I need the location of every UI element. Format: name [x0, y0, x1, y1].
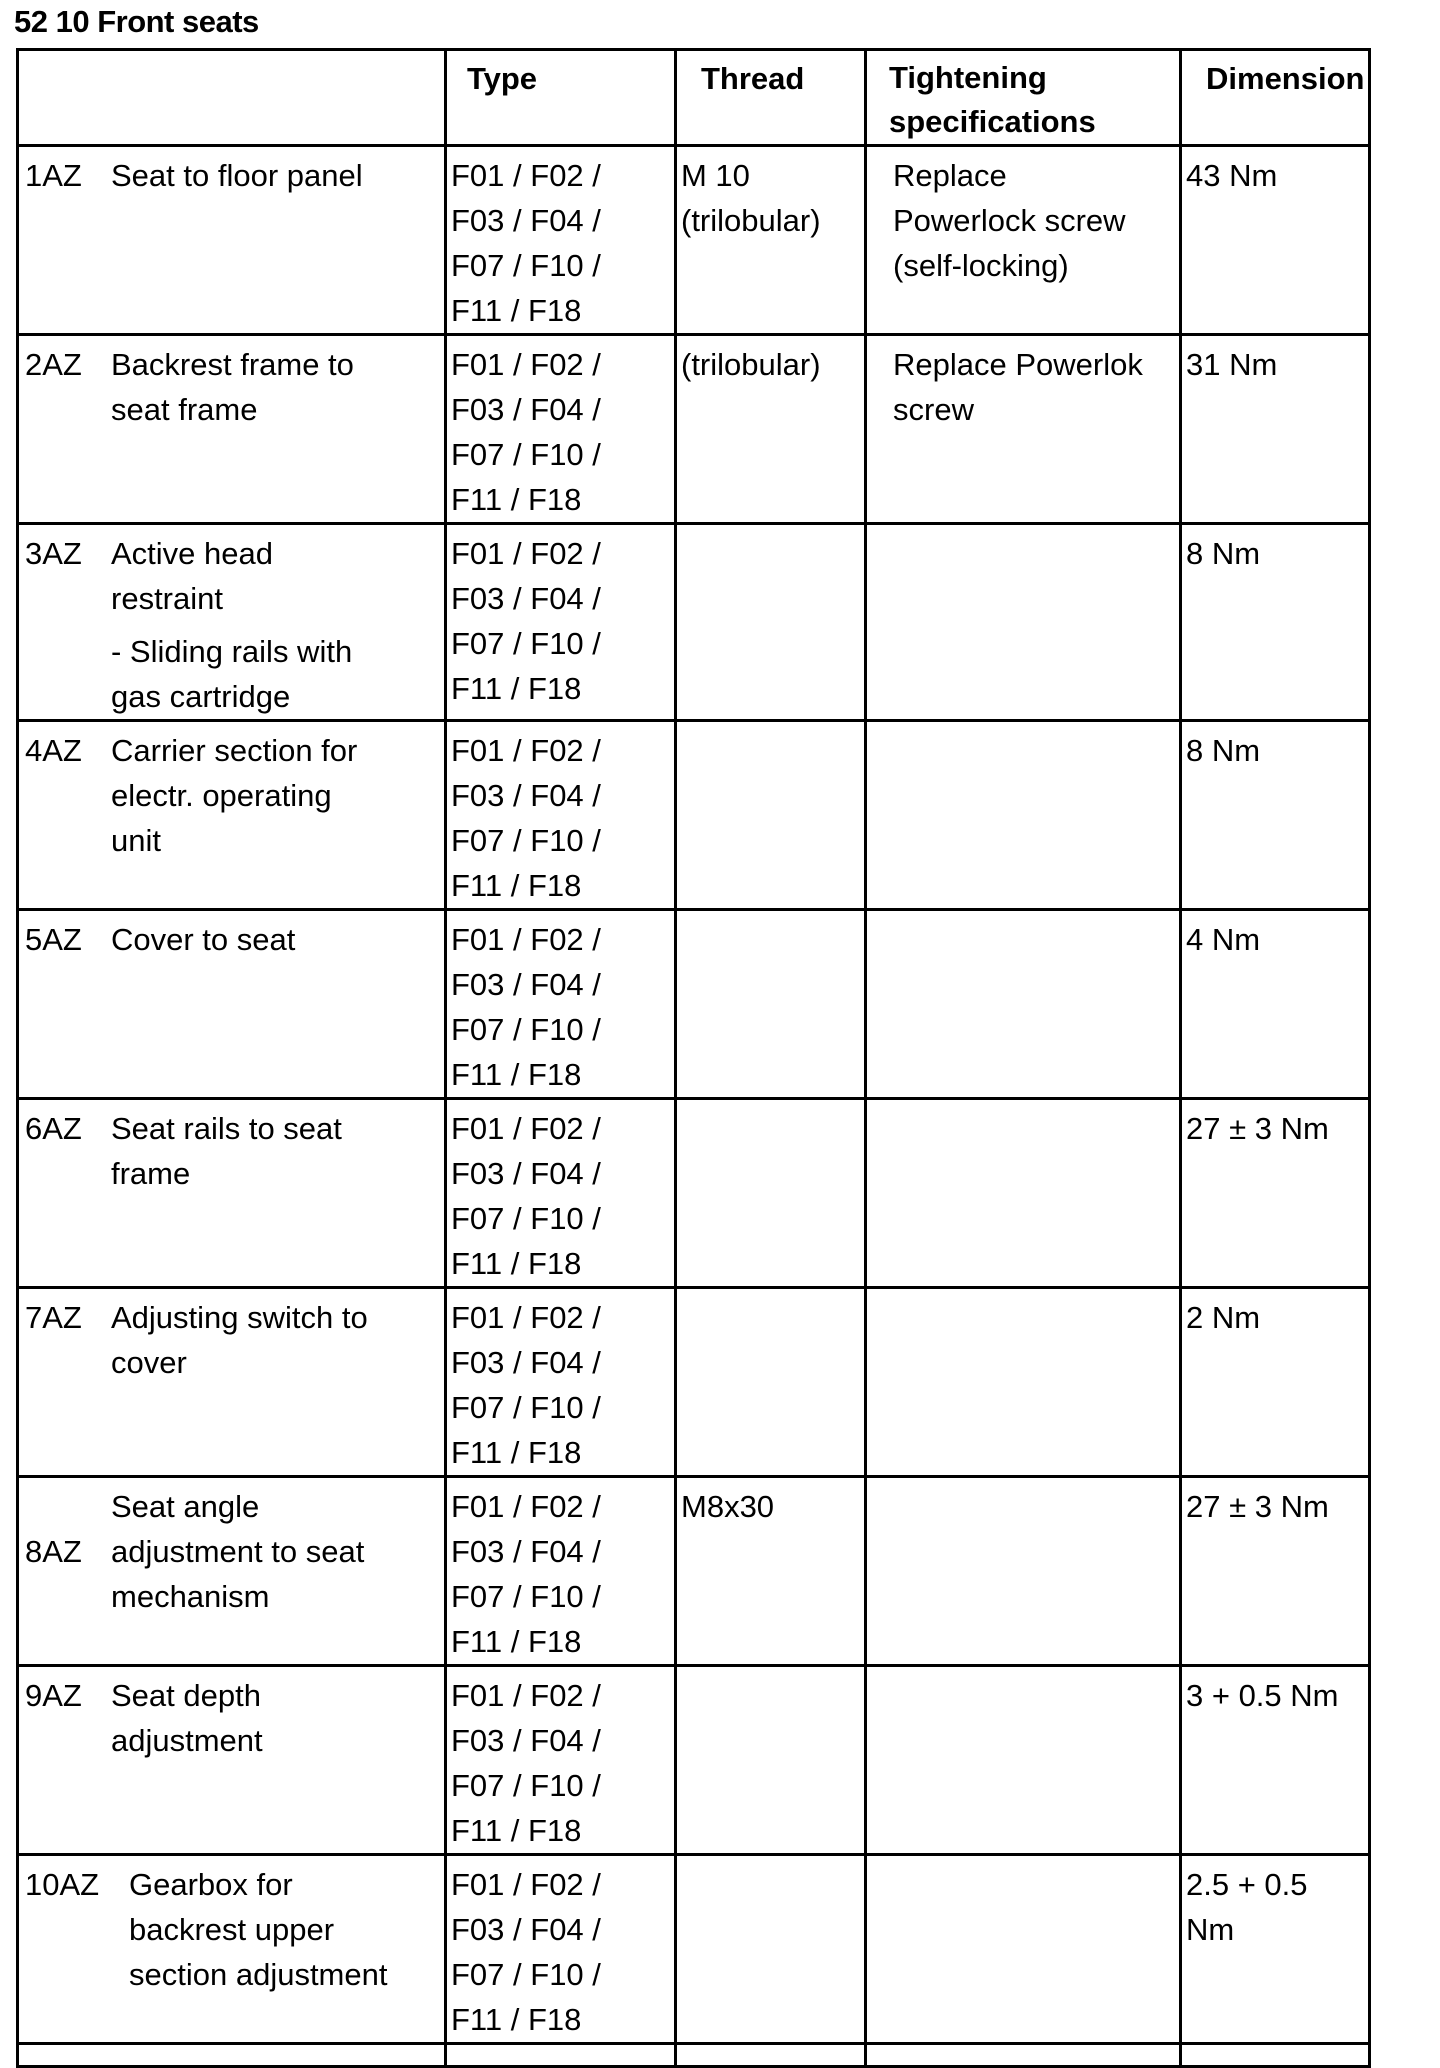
table-row: [18, 1288, 1370, 1477]
type-cell: [446, 335, 676, 524]
item-description: [111, 1484, 444, 1619]
dimension-line: 4 Nm: [1186, 922, 1261, 957]
item-description: [129, 1862, 444, 1997]
table-row: [18, 1099, 1370, 1288]
item-cell: [18, 1477, 446, 1666]
type-line: F03 / F04 /: [451, 203, 601, 238]
description-line: Adjusting switch to: [111, 1300, 368, 1335]
description-line: Gearbox for: [129, 1867, 293, 1902]
item-code: 8AZ: [25, 1534, 82, 1569]
table-row: [18, 910, 1370, 1099]
tightening-cell: [866, 1666, 1181, 1855]
item-description: [111, 1295, 444, 1385]
tightening-line: (self-locking): [893, 248, 1069, 283]
type-cell: [446, 1099, 676, 1288]
tightening-cell: [866, 524, 1181, 721]
continuation-row: [18, 2044, 1370, 2067]
item-description: [111, 1106, 444, 1196]
continuation-cell: [866, 2044, 1181, 2067]
type-line: F11 / F18: [451, 868, 582, 903]
dimension-cell: [1181, 335, 1370, 524]
type-line: F11 / F18: [451, 482, 582, 517]
description-line: Seat to floor panel: [111, 158, 363, 193]
type-line: F11 / F18: [451, 2002, 582, 2037]
type-line: F03 / F04 /: [451, 392, 601, 427]
item-description: [111, 153, 444, 198]
description-line: Active head: [111, 536, 273, 571]
item-cell: [18, 335, 446, 524]
tightening-cell: [866, 1288, 1181, 1477]
thread-cell: [676, 524, 866, 721]
type-line: F07 / F10 /: [451, 1957, 601, 1992]
dimension-cell: [1181, 1288, 1370, 1477]
type-line: F07 / F10 /: [451, 437, 601, 472]
tightening-cell: [866, 146, 1181, 335]
header-tightening: [866, 50, 1181, 146]
type-line: F07 / F10 /: [451, 1201, 601, 1236]
continuation-cell: [18, 2044, 446, 2067]
tightening-cell: [866, 1855, 1181, 2044]
type-line: F03 / F04 /: [451, 1912, 601, 1947]
type-line: F03 / F04 /: [451, 1723, 601, 1758]
type-line: F07 / F10 /: [451, 1012, 601, 1047]
item-cell: [18, 524, 446, 721]
type-line: F01 / F02 /: [451, 1867, 601, 1902]
dimension-cell: [1181, 1666, 1370, 1855]
type-line: F11 / F18: [451, 671, 582, 706]
item-code: 4AZ: [25, 733, 82, 768]
item-code: 3AZ: [25, 536, 82, 571]
header-dimension: Dimension: [1181, 50, 1370, 146]
type-line: F07 / F10 /: [451, 1579, 601, 1614]
table-row: [18, 721, 1370, 910]
dimension-line: 8 Nm: [1186, 536, 1261, 571]
header-row: [18, 50, 1370, 146]
dimension-line: 43 Nm: [1186, 158, 1278, 193]
tightening-cell: [866, 1099, 1181, 1288]
thread-cell: [676, 910, 866, 1099]
type-line: F01 / F02 /: [451, 1111, 601, 1146]
dimension-cell: [1181, 910, 1370, 1099]
tightening-cell: [866, 335, 1181, 524]
thread-cell: [676, 1666, 866, 1855]
dimension-cell: [1181, 524, 1370, 721]
description-line: mechanism: [111, 1579, 270, 1614]
type-line: F03 / F04 /: [451, 778, 601, 813]
item-cell: [18, 1855, 446, 2044]
tightening-line: Replace: [893, 158, 1007, 193]
tightening-cell: [866, 721, 1181, 910]
description-line: electr. operating: [111, 778, 332, 813]
description-line: Seat angle: [111, 1489, 260, 1524]
type-line: F03 / F04 /: [451, 1156, 601, 1191]
type-line: F07 / F10 /: [451, 626, 601, 661]
dimension-cell: [1181, 1477, 1370, 1666]
dimension-line: 8 Nm: [1186, 733, 1261, 768]
item-code: 10AZ: [25, 1867, 100, 1902]
table-row: [18, 146, 1370, 335]
dimension-line: 27 ± 3 Nm: [1186, 1489, 1329, 1524]
item-code: 2AZ: [25, 347, 82, 382]
item-code: 1AZ: [25, 158, 82, 193]
header-thread: Thread: [676, 50, 866, 146]
item-description: [111, 342, 444, 432]
dimension-line: Nm: [1186, 1912, 1235, 1947]
type-line: F11 / F18: [451, 1246, 582, 1281]
item-cell: [18, 1099, 446, 1288]
thread-cell: [676, 335, 866, 524]
header-tightening-line: specifications: [889, 104, 1096, 139]
dimension-line: 31 Nm: [1186, 347, 1278, 382]
tightening-cell: [866, 910, 1181, 1099]
thread-line: (trilobular): [681, 203, 821, 238]
type-line: F07 / F10 /: [451, 823, 601, 858]
thread-cell: [676, 721, 866, 910]
type-line: F03 / F04 /: [451, 967, 601, 1002]
continuation-cell: [446, 2044, 676, 2067]
type-line: F03 / F04 /: [451, 581, 601, 616]
item-cell: [18, 1666, 446, 1855]
tightening-cell: [866, 1477, 1181, 1666]
type-line: F01 / F02 /: [451, 158, 601, 193]
description-line: seat frame: [111, 392, 258, 427]
type-cell: [446, 910, 676, 1099]
description-line: Seat rails to seat: [111, 1111, 342, 1146]
subdescription-line: - Sliding rails with: [111, 634, 353, 669]
description-line: unit: [111, 823, 161, 858]
type-line: F01 / F02 /: [451, 1678, 601, 1713]
description-line: restraint: [111, 581, 223, 616]
dimension-cell: [1181, 1855, 1370, 2044]
type-line: F01 / F02 /: [451, 922, 601, 957]
description-line: Carrier section for: [111, 733, 358, 768]
description-line: frame: [111, 1156, 191, 1191]
type-line: F07 / F10 /: [451, 248, 601, 283]
type-line: F01 / F02 /: [451, 536, 601, 571]
table-row: [18, 1666, 1370, 1855]
item-code: 9AZ: [25, 1678, 82, 1713]
description-line: cover: [111, 1345, 187, 1380]
table-row: [18, 1855, 1370, 2044]
type-line: F11 / F18: [451, 1057, 582, 1092]
item-code: 6AZ: [25, 1111, 82, 1146]
tightening-line: Replace Powerlok: [893, 347, 1143, 382]
description-line: Cover to seat: [111, 922, 296, 957]
header-type: Type: [446, 50, 676, 146]
table-row: [18, 335, 1370, 524]
header-blank: [18, 50, 446, 146]
item-cell: [18, 721, 446, 910]
thread-cell: [676, 146, 866, 335]
type-cell: [446, 1855, 676, 2044]
table-row: [18, 1477, 1370, 1666]
type-cell: [446, 146, 676, 335]
type-line: F03 / F04 /: [451, 1345, 601, 1380]
item-code: 7AZ: [25, 1300, 82, 1335]
continuation-cell: [676, 2044, 866, 2067]
torque-spec-table: [16, 48, 1371, 2068]
description-line: backrest upper: [129, 1912, 335, 1947]
type-line: F07 / F10 /: [451, 1768, 601, 1803]
item-cell: [18, 1288, 446, 1477]
type-line: F03 / F04 /: [451, 1534, 601, 1569]
dimension-cell: [1181, 146, 1370, 335]
continuation-cell: [1181, 2044, 1370, 2067]
item-description: [111, 728, 444, 863]
item-description: [111, 1673, 444, 1763]
type-line: F01 / F02 /: [451, 347, 601, 382]
item-subdescription: [111, 629, 444, 719]
thread-cell: [676, 1288, 866, 1477]
header-tightening-line: Tightening: [889, 60, 1047, 95]
thread-cell: [676, 1855, 866, 2044]
type-line: F11 / F18: [451, 1624, 582, 1659]
type-line: F11 / F18: [451, 293, 582, 328]
tightening-line: Powerlock screw: [893, 203, 1126, 238]
dimension-line: 2.5 + 0.5: [1186, 1867, 1308, 1902]
description-line: adjustment: [111, 1723, 263, 1758]
type-cell: [446, 1477, 676, 1666]
dimension-line: 3 + 0.5 Nm: [1186, 1678, 1339, 1713]
item-cell: [18, 146, 446, 335]
dimension-line: 2 Nm: [1186, 1300, 1261, 1335]
thread-cell: [676, 1477, 866, 1666]
type-cell: [446, 1666, 676, 1855]
type-cell: [446, 1288, 676, 1477]
type-line: F01 / F02 /: [451, 733, 601, 768]
type-line: F11 / F18: [451, 1435, 582, 1470]
thread-line: (trilobular): [681, 347, 821, 382]
item-description: [111, 531, 444, 621]
type-line: F07 / F10 /: [451, 1390, 601, 1425]
item-description: [111, 917, 444, 962]
page-title: 52 10 Front seats: [14, 4, 259, 39]
tightening-line: screw: [893, 392, 974, 427]
type-cell: [446, 524, 676, 721]
thread-line: M8x30: [681, 1489, 775, 1524]
item-cell: [18, 910, 446, 1099]
dimension-line: 27 ± 3 Nm: [1186, 1111, 1329, 1146]
dimension-cell: [1181, 1099, 1370, 1288]
description-line: Seat depth: [111, 1678, 261, 1713]
subdescription-line: gas cartridge: [111, 679, 291, 714]
table-row: [18, 524, 1370, 721]
description-line: Backrest frame to: [111, 347, 354, 382]
description-line: adjustment to seat: [111, 1534, 365, 1569]
type-line: F11 / F18: [451, 1813, 582, 1848]
thread-line: M 10: [681, 158, 750, 193]
thread-cell: [676, 1099, 866, 1288]
type-line: F01 / F02 /: [451, 1489, 601, 1524]
type-line: F01 / F02 /: [451, 1300, 601, 1335]
item-code: 5AZ: [25, 922, 82, 957]
type-cell: [446, 721, 676, 910]
description-line: section adjustment: [129, 1957, 388, 1992]
dimension-cell: [1181, 721, 1370, 910]
